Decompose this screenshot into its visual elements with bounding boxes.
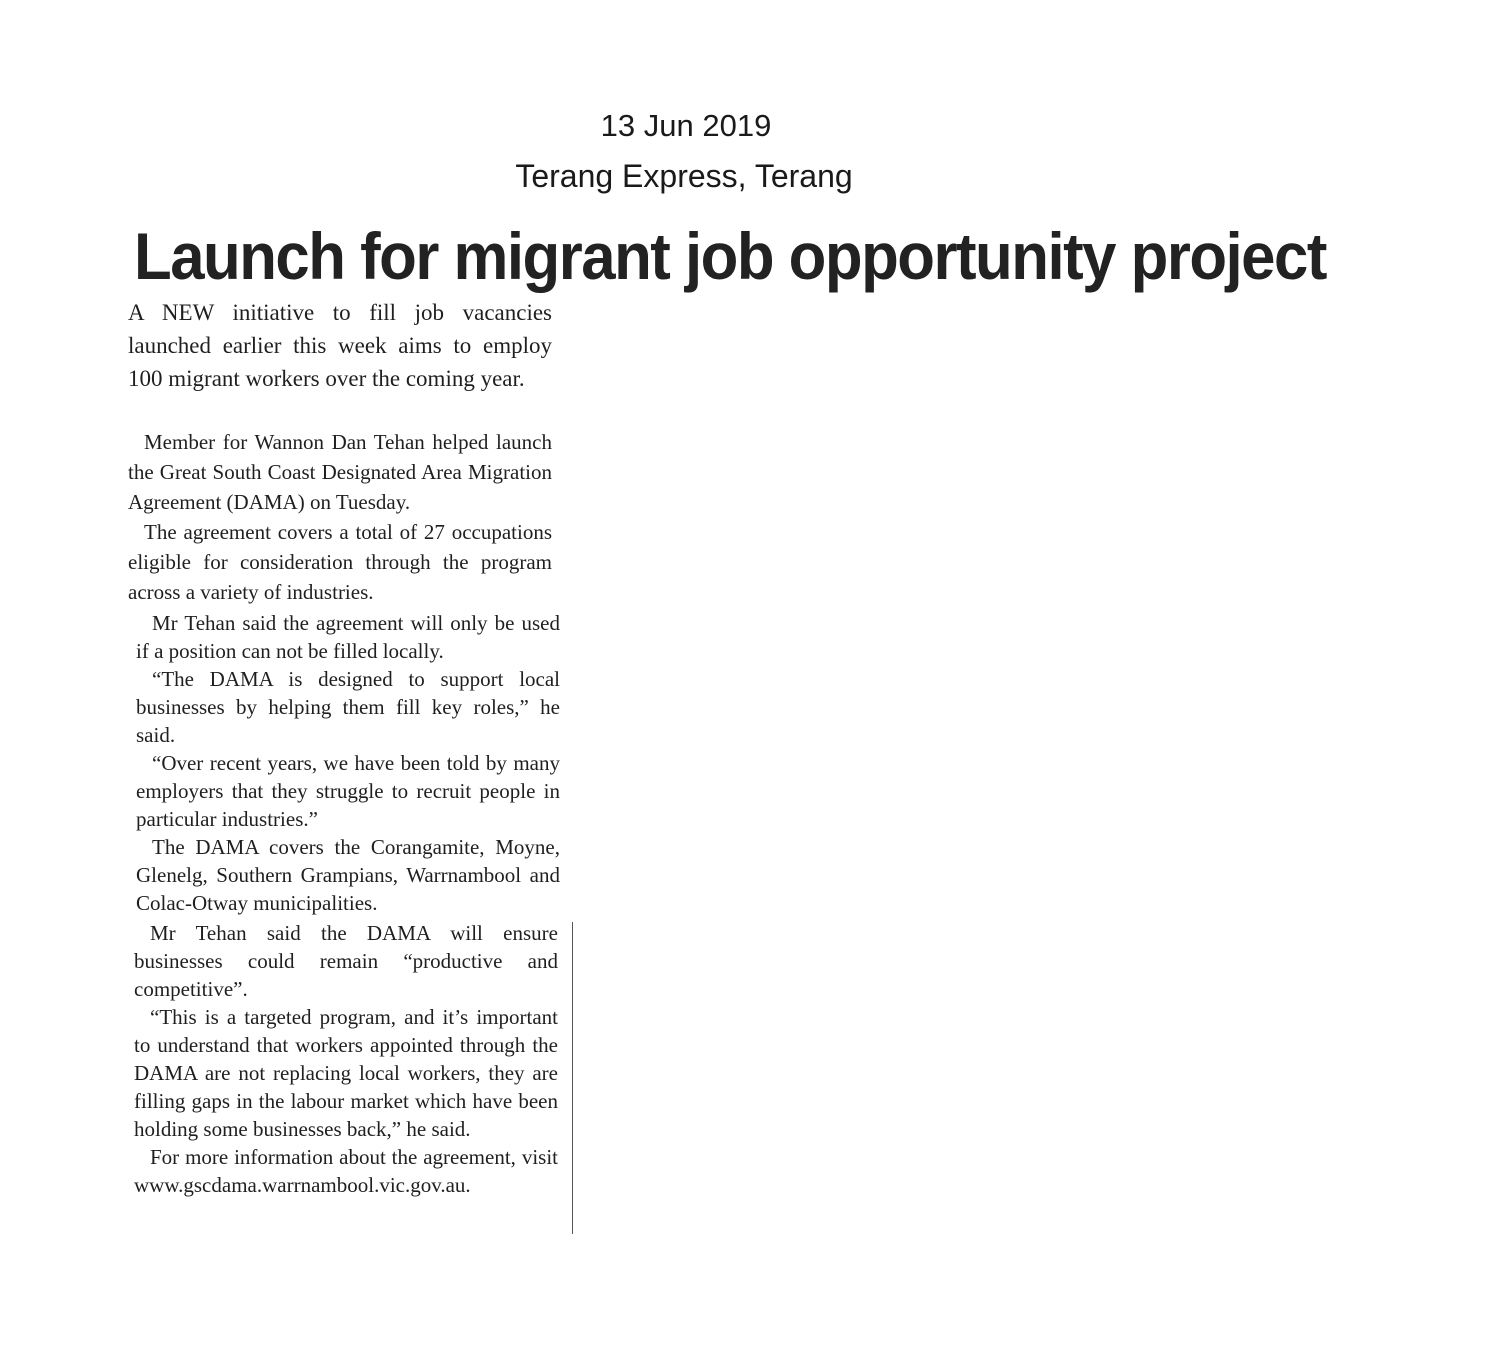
column-divider: [572, 922, 573, 1234]
article-body-block-1: [128, 427, 552, 607]
article-headline: Launch for migrant job opportunity project: [134, 219, 1326, 293]
article-paragraph-3: The agreement covers a total of 27 occupations eligible for consideration through the program across a variety of industries.: [128, 520, 552, 604]
article-body-block-2: [136, 609, 560, 917]
article-paragraph-5: “The DAMA is designed to support local businesses by helping them fill key roles,” he said.: [136, 667, 560, 747]
publication-source: Terang Express, Terang: [515, 158, 853, 194]
article-paragraph-10: For more information about the agreement, visit www.gscdama.warrnambool.vic.gov.au.: [134, 1145, 558, 1197]
article-paragraph-6: “Over recent years, we have been told by many employers that they struggle to recruit people in particular industries.”: [136, 751, 560, 831]
clipping-date: 13 Jun 2019: [600, 108, 772, 143]
article-paragraph-7: The DAMA covers the Corangamite, Moyne, Glenelg, Southern Grampians, Warrnambool and Colac-Otway municipalities.: [136, 835, 560, 915]
article-paragraph-4: Mr Tehan said the agreement will only be used if a position can not be filled locally.: [136, 611, 560, 663]
article-paragraph-2: Member for Wannon Dan Tehan helped launch the Great South Coast Designated Area Migration Agreement (DAMA) on Tuesday.: [128, 430, 552, 514]
article-lead-block: [128, 296, 552, 395]
article-body-block-3: [134, 919, 558, 1199]
article-paragraph-8: Mr Tehan said the DAMA will ensure businesses could remain “productive and competitive”.: [134, 921, 558, 1001]
article-paragraph-9: “This is a targeted program, and it’s important to understand that workers appointed through the DAMA are not replacing local workers, they are filling gaps in the labour market which have been holding some businesses back,” he said.: [134, 1005, 558, 1141]
article-paragraph-1: A NEW initiative to fill job vacancies launched earlier this week aims to employ 100 migrant workers over the coming year.: [128, 300, 552, 391]
